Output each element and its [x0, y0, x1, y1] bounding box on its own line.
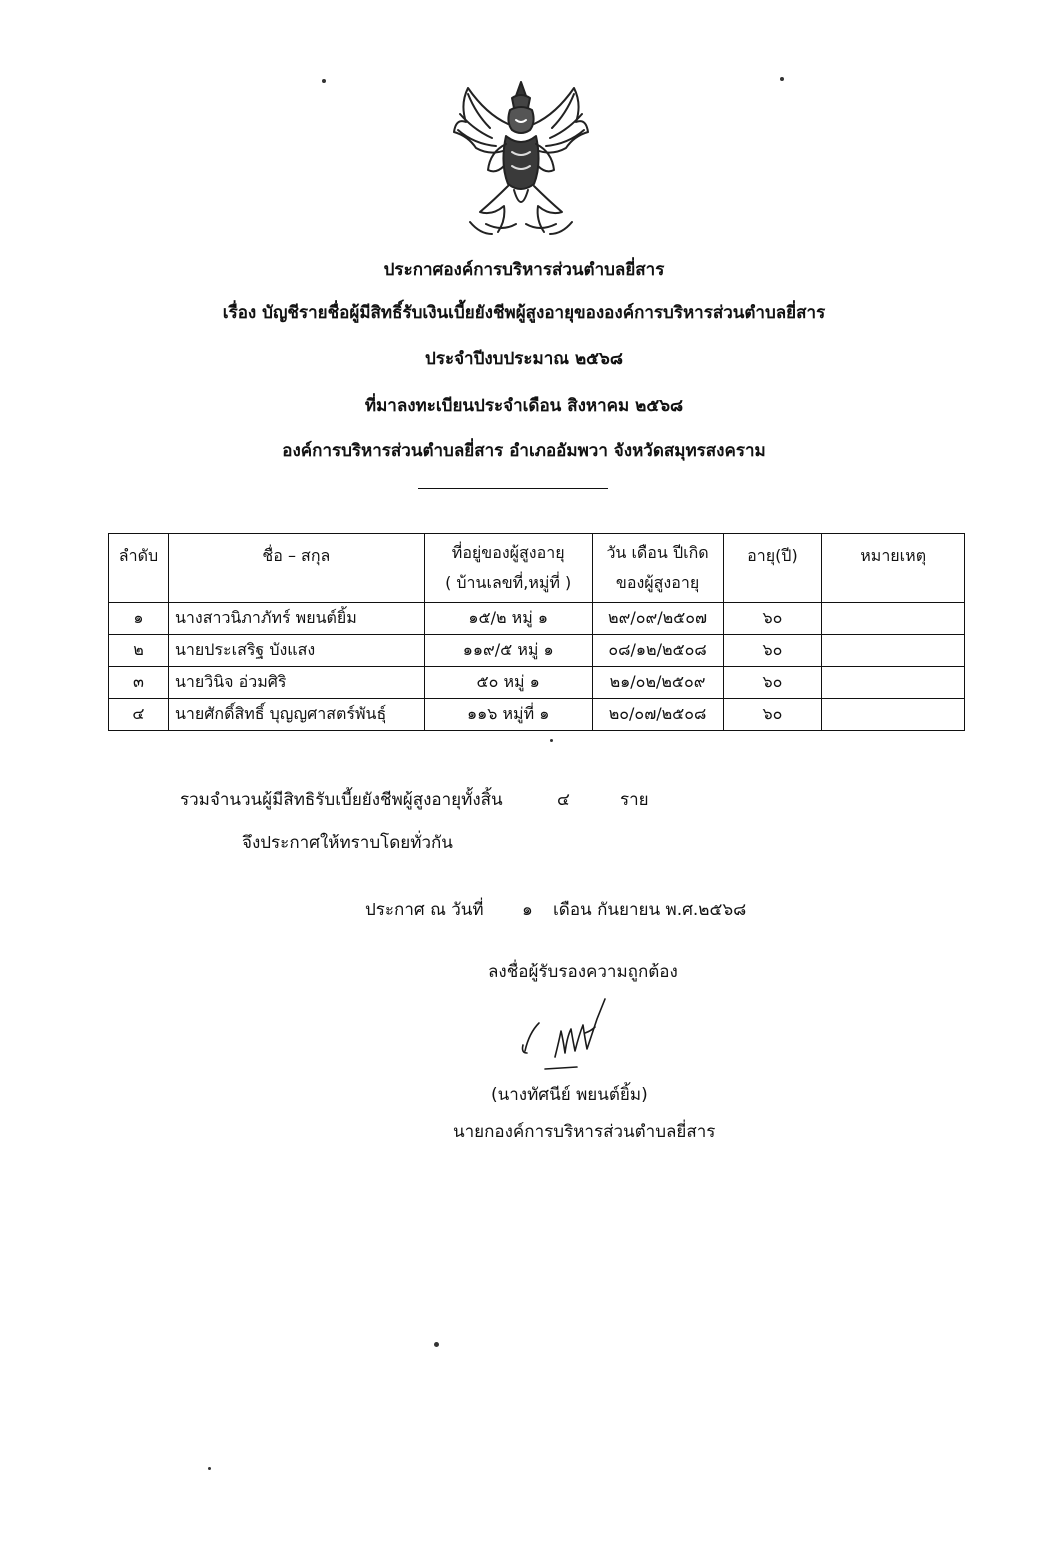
signer-position: นายกองค์การบริหารส่วนตำบลยี่สาร [453, 1122, 716, 1142]
date-prefix: ประกาศ ณ วันที่ [365, 900, 484, 920]
cell-address: ๑๕/๒ หมู่ ๑ [424, 603, 592, 635]
date-day: ๑ [522, 900, 533, 920]
cell-no: ๔ [109, 699, 169, 731]
header-divider [418, 488, 608, 489]
col-header-note: หมายเหตุ [822, 534, 965, 603]
handwritten-signature-icon [515, 995, 625, 1075]
cell-age: ๖๐ [723, 635, 822, 667]
total-label: รวมจำนวนผู้มีสิทธิรับเบี้ยยังชีพผู้สูงอายุทั้งสิ้น [180, 790, 503, 810]
cell-name: นายวินิจ อ่วมศิริ [168, 667, 424, 699]
cell-birth: ๒๙/๐๙/๒๕๐๗ [592, 603, 723, 635]
cell-name: นายประเสริฐ บังแสง [168, 635, 424, 667]
cell-name: นายศักดิ์สิทธิ์ บุญญศาสตร์พันธุ์ [168, 699, 424, 731]
table-row [109, 667, 965, 699]
col-header-no: ลำดับ [109, 534, 169, 603]
table-row [109, 603, 965, 635]
garuda-emblem-icon [446, 74, 596, 242]
total-unit: ราย [620, 790, 649, 810]
cell-age: ๖๐ [723, 667, 822, 699]
certify-label: ลงชื่อผู้รับรองความถูกต้อง [488, 962, 678, 982]
beneficiary-table [108, 533, 965, 731]
scan-speck [322, 79, 326, 83]
cell-birth: ๒๐/๐๗/๒๕๐๘ [592, 699, 723, 731]
cell-note [822, 635, 965, 667]
cell-birth: ๐๘/๑๒/๒๕๐๘ [592, 635, 723, 667]
table-row [109, 635, 965, 667]
col-header-birth-line2: ของผู้สูงอายุ [615, 573, 700, 592]
fiscal-year-line: ประจำปีงบประมาณ ๒๕๖๘ [425, 349, 623, 369]
total-count: ๔ [557, 790, 570, 810]
table-row [109, 699, 965, 731]
scan-speck [434, 1342, 439, 1347]
cell-name: นางสาวนิภาภัทร์ พยนต์ยิ้ม [168, 603, 424, 635]
cell-address: ๕๐ หมู่ ๑ [424, 667, 592, 699]
announcement-title: ประกาศองค์การบริหารส่วนตำบลยี่สาร [383, 260, 665, 280]
cell-no: ๒ [109, 635, 169, 667]
cell-birth: ๒๑/๐๒/๒๕๐๙ [592, 667, 723, 699]
date-month-year: เดือน กันยายน พ.ศ.๒๕๖๘ [553, 900, 747, 920]
table-header-row [109, 534, 965, 603]
announce-text: จึงประกาศให้ทราบโดยทั่วกัน [242, 833, 453, 853]
col-header-birth-line1: วัน เดือน ปีเกิด [606, 543, 709, 562]
col-header-address-line2: ( บ้านเลขที่,หมู่ที่ ) [445, 573, 572, 592]
cell-note [822, 667, 965, 699]
scan-speck [550, 739, 553, 742]
col-header-address [424, 534, 592, 603]
col-header-birth [592, 534, 723, 603]
col-header-name: ชื่อ – สกุล [168, 534, 424, 603]
scan-speck [780, 77, 784, 81]
signer-name: (นางทัศนีย์ พยนต์ยิ้ม) [491, 1085, 648, 1105]
col-header-address-line1: ที่อยู่ของผู้สูงอายุ [451, 543, 565, 562]
registration-month-line: ที่มาลงทะเบียนประจำเดือน สิงหาคม ๒๕๖๘ [364, 396, 684, 416]
cell-note [822, 699, 965, 731]
cell-address: ๑๑๙/๕ หมู่ ๑ [424, 635, 592, 667]
cell-note [822, 603, 965, 635]
cell-no: ๑ [109, 603, 169, 635]
cell-address: ๑๑๖ หมู่ที่ ๑ [424, 699, 592, 731]
organization-line: องค์การบริหารส่วนตำบลยี่สาร อำเภออัมพวา จังหวัดสมุทรสงคราม [282, 441, 766, 461]
col-header-age: อายุ(ปี) [723, 534, 822, 603]
cell-age: ๖๐ [723, 603, 822, 635]
cell-age: ๖๐ [723, 699, 822, 731]
scan-speck [208, 1467, 211, 1470]
cell-no: ๓ [109, 667, 169, 699]
subject-line: เรื่อง บัญชีรายชื่อผู้มีสิทธิ์รับเงินเบี้ยยังชีพผู้สูงอายุขององค์การบริหารส่วนตำบลยี่สาร [222, 303, 826, 323]
